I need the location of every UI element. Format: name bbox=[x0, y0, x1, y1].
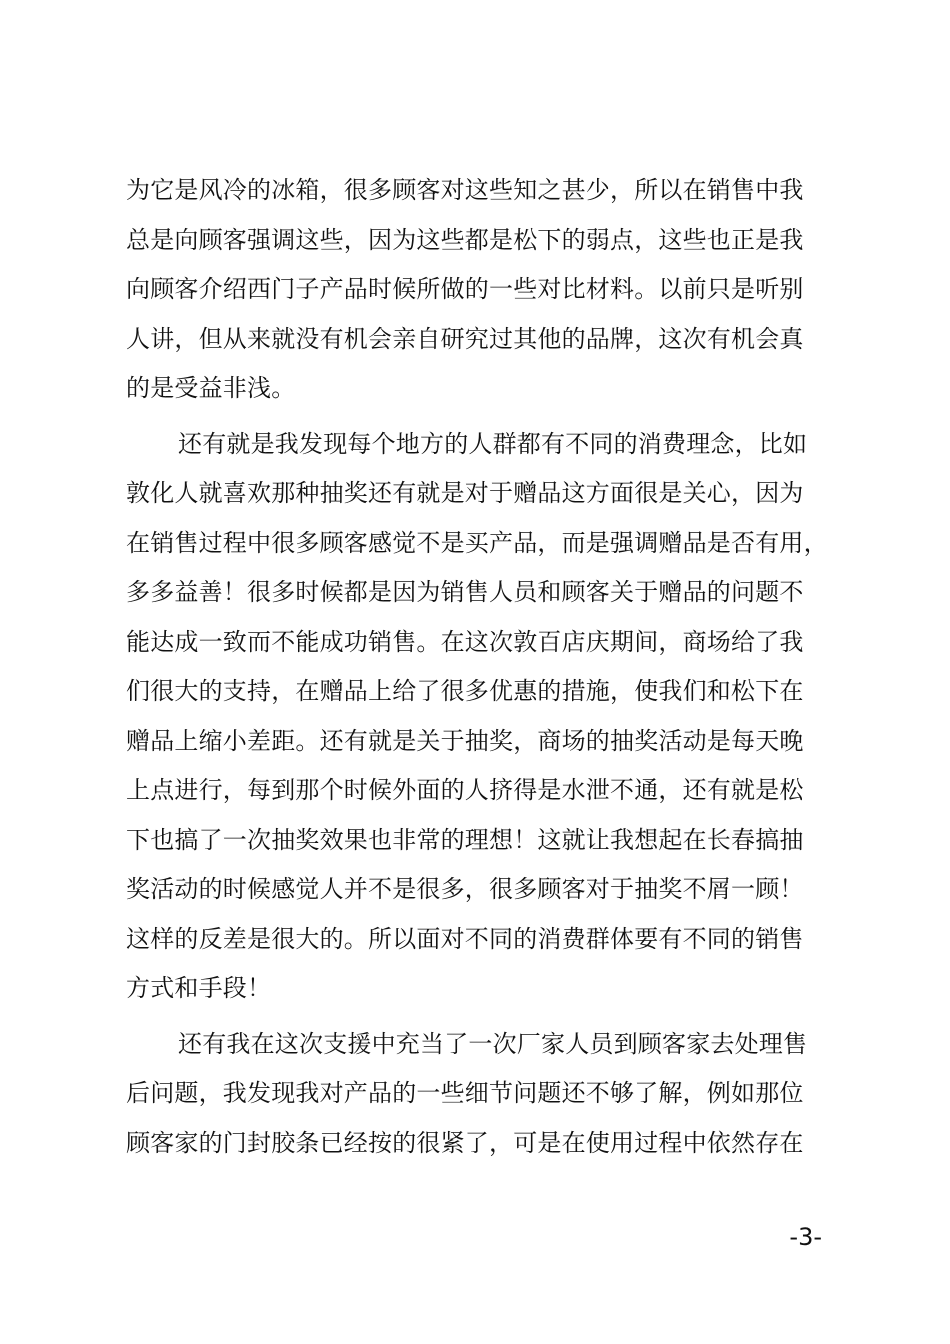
text-line: 下也搞了一次抽奖效果也非常的理想！这就让我想起在长春搞抽 bbox=[126, 825, 804, 854]
text-line: 多多益善！很多时候都是因为销售人员和顾客关于赠品的问题不 bbox=[126, 578, 804, 606]
text-line: 还有我在这次支援中充当了一次厂家人员到顾客家去处理售 bbox=[178, 1029, 808, 1058]
paragraph-3 bbox=[126, 1020, 838, 1169]
text-line: 后问题，我发现我对产品的一些细节问题还不够了解，例如那位 bbox=[126, 1079, 804, 1107]
text-line: 敦化人就喜欢那种抽奖还有就是对于赠品这方面很是关心，因为 bbox=[126, 479, 804, 507]
text-line: 向顾客介绍西门子产品时候所做的一些对比材料。以前只是听别 bbox=[126, 275, 804, 303]
text-line: 赠品上缩小差距。还有就是关于抽奖，商场的抽奖活动是每天晚 bbox=[126, 726, 804, 755]
text-line: 总是向顾客强调这些，因为这些都是松下的弱点，这些也正是我 bbox=[126, 225, 804, 254]
text-line: 能达成一致而不能成功销售。在这次敦百店庆期间，商场给了我 bbox=[126, 627, 804, 656]
paragraph-2 bbox=[126, 420, 838, 1014]
page-number: -3- bbox=[789, 1223, 822, 1251]
text-line: 为它是风冷的冰箱，很多顾客对这些知之甚少，所以在销售中我 bbox=[126, 176, 804, 204]
text-line: 人讲，但从来就没有机会亲自研究过其他的品牌，这次有机会真 bbox=[126, 324, 804, 353]
text-line: 上点进行，每到那个时候外面的人挤得是水泄不通，还有就是松 bbox=[126, 776, 804, 804]
text-line: 顾客家的门封胶条已经按的很紧了，可是在使用过程中依然存在 bbox=[126, 1128, 804, 1157]
text-line: 在销售过程中很多顾客感觉不是买产品，而是强调赠品是否有用， bbox=[126, 528, 828, 557]
text-line: 方式和手段！ bbox=[126, 974, 272, 1002]
text-line: 们很大的支持，在赠品上给了很多优惠的措施，使我们和松下在 bbox=[126, 677, 804, 705]
body-text bbox=[126, 166, 838, 1168]
text-line: 奖活动的时候感觉人并不是很多，很多顾客对于抽奖不屑一顾！ bbox=[126, 875, 804, 903]
paragraph-1 bbox=[126, 166, 838, 414]
text-line: 的是受益非浅。 bbox=[126, 374, 296, 402]
text-line: 还有就是我发现每个地方的人群都有不同的消费理念，比如 bbox=[178, 429, 808, 458]
text-line: 这样的反差是很大的。所以面对不同的消费群体要有不同的销售 bbox=[126, 924, 804, 953]
